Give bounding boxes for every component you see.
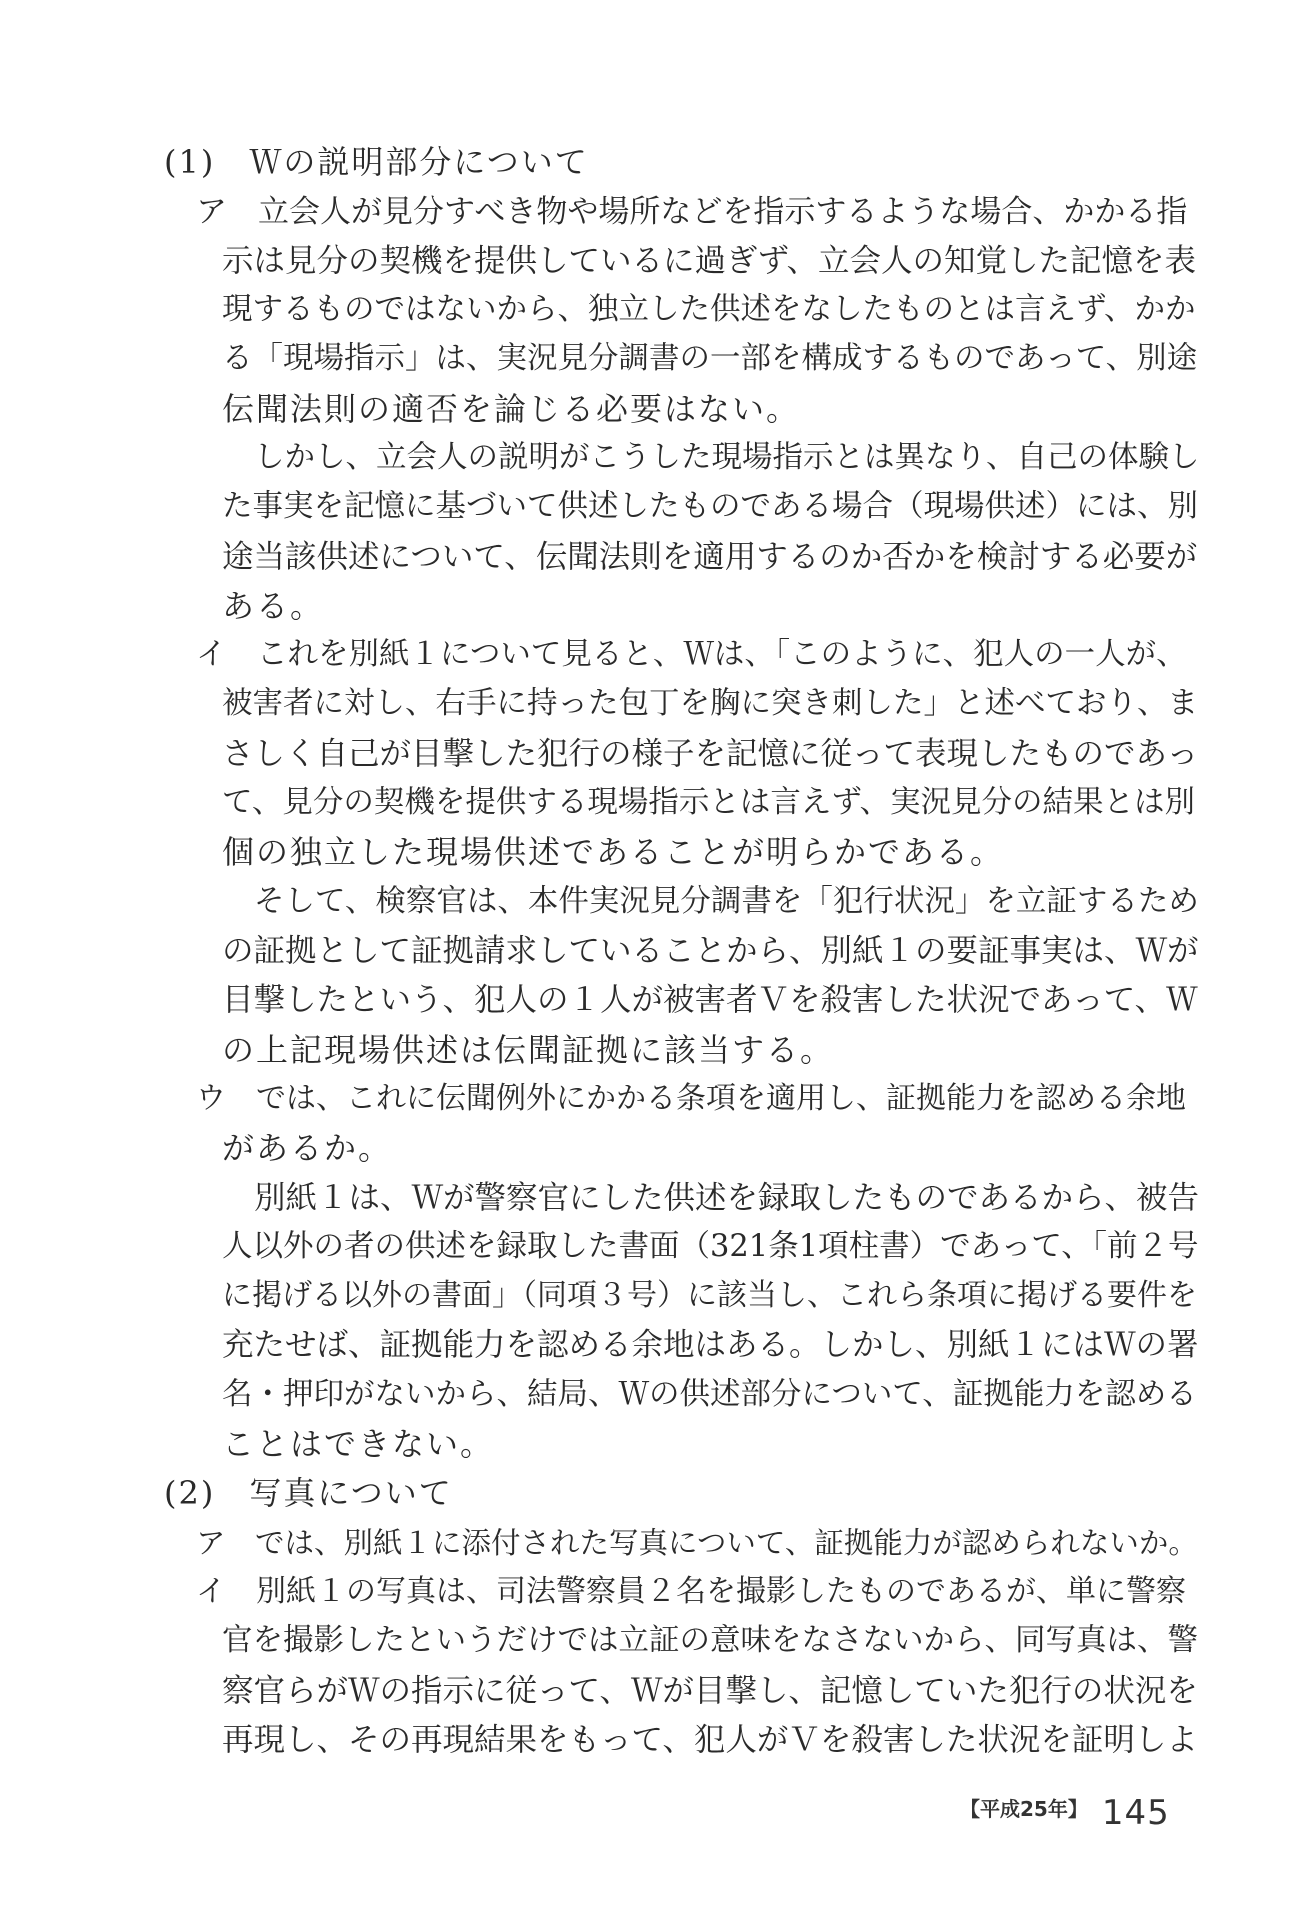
text-line: 人以外の者の供述を録取した書面（321条1項柱書）であって、「前２号 bbox=[222, 1229, 1199, 1264]
heading-2: (2) 写真について bbox=[164, 1474, 453, 1512]
text-line: 別紙１は、Ｗが警察官にした供述を録取したものであるから、被告 bbox=[254, 1180, 1200, 1216]
text-line: 再現し、その再現結果をもって、犯人がＶを殺害した状況を証明しよ bbox=[222, 1722, 1198, 1758]
text-line: そして、検察官は、本件実況見分調書を「犯行状況」を立証するため bbox=[254, 884, 1199, 919]
year-label: 【平成25年】 bbox=[960, 1797, 1088, 1821]
text-line: た事実を記憶に基づいて供述したものである場合（現場供述）には、別 bbox=[222, 489, 1198, 524]
heading-1: (1) Ｗの説明部分について bbox=[164, 143, 589, 181]
text-line: の上記現場供述は伝聞証拠に該当する。 bbox=[222, 1031, 835, 1069]
text-line: に掲げる以外の書面」（同項３号）に該当し、これら条項に掲げる要件を bbox=[222, 1278, 1197, 1313]
text-line: ウ では、これに伝聞例外にかかる条項を適用し、証拠能力を認める余地 bbox=[196, 1081, 1186, 1116]
text-line: ある。 bbox=[222, 587, 325, 625]
text-line: ことはできない。 bbox=[222, 1425, 495, 1463]
text-line: 被害者に対し、右手に持った包丁を胸に突き刺した」と述べており、ま bbox=[222, 686, 1198, 721]
text-line: る「現場指示」は、実況見分調書の一部を構成するものであって、別途 bbox=[222, 341, 1198, 376]
text-line: 名・押印がないから、結局、Ｗの供述部分について、証拠能力を認める bbox=[222, 1377, 1197, 1412]
page-number: 145 bbox=[1101, 1793, 1170, 1833]
text-line: 充たせば、証拠能力を認める余地はある。しかし、別紙１にはＷの署 bbox=[222, 1327, 1199, 1363]
text-line: て、見分の契機を提供する現場指示とは言えず、実況見分の結果とは別 bbox=[222, 785, 1195, 820]
text-line: 目撃したという、犯人の１人が被害者Ｖを殺害した状況であって、Ｗ bbox=[222, 982, 1198, 1018]
text-line: の証拠として証拠請求していることから、別紙１の要証事実は、Ｗが bbox=[222, 933, 1199, 969]
text-line: ア では、別紙１に添付された写真について、証拠能力が認められないか。 bbox=[196, 1526, 1198, 1560]
text-line: 示は見分の契機を提供しているに過ぎず、立会人の知覚した記憶を表 bbox=[222, 243, 1196, 279]
text-line: イ これを別紙１について見ると、Ｗは、「このように、犯人の一人が、 bbox=[196, 637, 1187, 672]
text-line: 官を撮影したというだけでは立証の意味をなさないから、同写真は、警 bbox=[222, 1623, 1198, 1658]
text-line: 察官らがＷの指示に従って、Ｗが目撃し、記憶していた犯行の状況を bbox=[222, 1673, 1198, 1709]
text-line: 途当該供述について、伝聞法則を適用するのか否かを検討する必要が bbox=[222, 539, 1198, 575]
text-line: があるか。 bbox=[222, 1129, 393, 1167]
page-footer bbox=[960, 1793, 1170, 1833]
text-line: さしく自己が目撃した犯行の様子を記憶に従って表現したものであっ bbox=[222, 736, 1199, 772]
text-line: イ 別紙１の写真は、司法警察員２名を撮影したものであるが、単に警察 bbox=[196, 1574, 1186, 1609]
text-line: 伝聞法則の適否を論じる必要はない。 bbox=[222, 390, 801, 428]
text-line: 個の独立した現場供述であることが明らかである。 bbox=[222, 833, 1005, 871]
text-line: しかし、立会人の説明がこうした現場指示とは異なり、自己の体験し bbox=[254, 440, 1200, 475]
text-line: ア 立会人が見分すべき物や場所などを指示するような場合、かかる指 bbox=[196, 194, 1188, 230]
text-line: 現するものではないから、独立した供述をなしたものとは言えず、かか bbox=[222, 292, 1196, 327]
